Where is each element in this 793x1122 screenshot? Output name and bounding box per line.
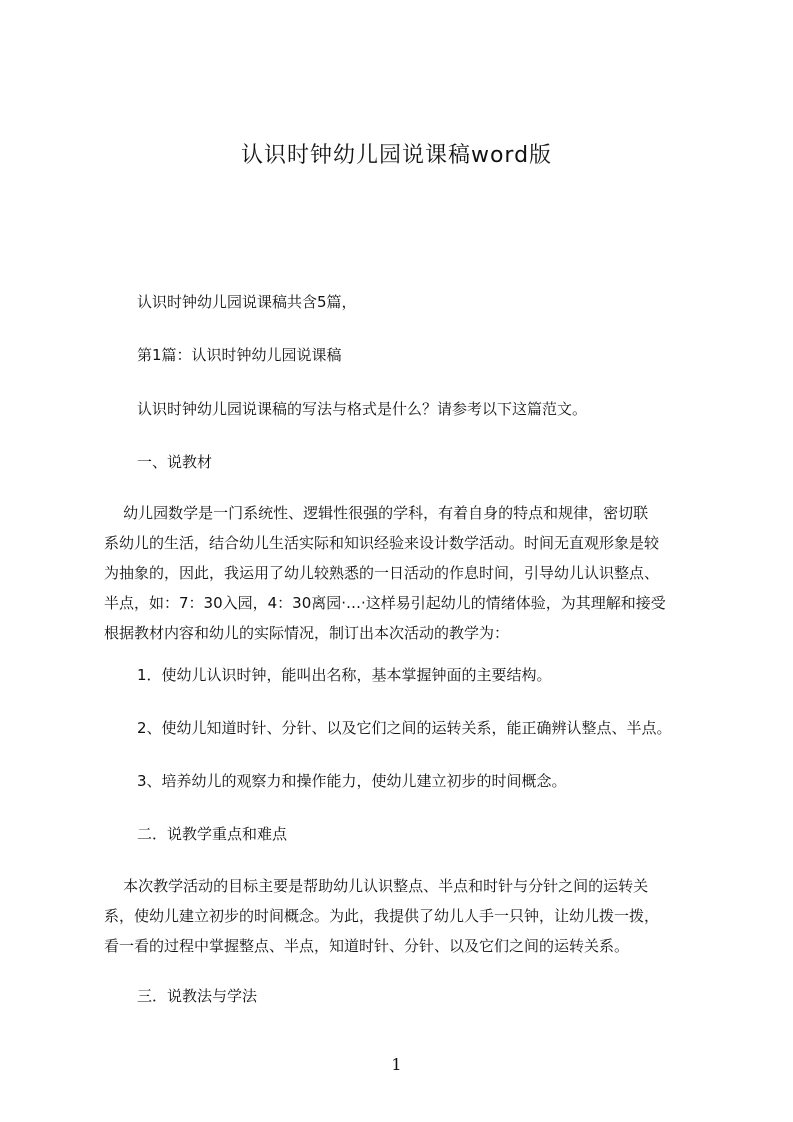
goal-item-3: 3、培养幼儿的观察力和操作能力，使幼儿建立初步的时间概念。 <box>137 772 567 790</box>
paragraph-line: 看一看的过程中掌握整点、半点，知道时针、分针、以及它们之间的运转关系。 <box>104 937 630 955</box>
paragraph-line: 系幼儿的生活，结合幼儿生活实际和知识经验来设计数学活动。时间无直观形象是较 <box>104 534 660 552</box>
intro-line: 认识时钟幼儿园说课稿共含5篇， <box>137 293 357 311</box>
section-key-points-paragraph <box>104 871 704 961</box>
paragraph-line: 幼儿园数学是一门系统性、逻辑性很强的学科，有着自身的特点和规律，密切联 <box>104 504 649 522</box>
section-heading-key-points: 二．说教学重点和难点 <box>137 825 288 843</box>
section-textbook-paragraph <box>104 498 704 648</box>
goal-item-1: 1．使幼儿认识时钟，能叫出名称，基本掌握钟面的主要结构。 <box>137 666 552 684</box>
paragraph-line: 半点，如：7：30入园，4：30离园·…·这样易引起幼儿的情绪体验，为其理解和接受 <box>104 594 666 612</box>
section-heading-methods: 三．说教法与学法 <box>137 987 258 1005</box>
paragraph-line: 为抽象的，因此，我运用了幼儿较熟悉的一日活动的作息时间，引导幼儿认识整点、 <box>104 564 660 582</box>
section-heading-textbook: 一、说教材 <box>137 453 213 471</box>
paragraph-line: 根据教材内容和幼儿的实际情况，制订出本次活动的教学为： <box>104 624 510 642</box>
document-title: 认识时钟幼儿园说课稿word版 <box>240 143 553 168</box>
question-line: 认识时钟幼儿园说课稿的写法与格式是什么？请参考以下这篇范文。 <box>137 400 588 418</box>
paragraph-line: 本次教学活动的目标主要是帮助幼儿认识整点、半点和时针与分针之间的运转关 <box>104 877 649 895</box>
page-number: 1 <box>391 1055 402 1074</box>
part-heading: 第1篇：认识时钟幼儿园说课稿 <box>137 346 342 364</box>
goal-item-2: 2、使幼儿知道时针、分针、以及它们之间的运转关系，能正确辨认整点、半点。 <box>137 719 672 737</box>
paragraph-line: 系，使幼儿建立初步的时间概念。为此，我提供了幼儿人手一只钟，让幼儿拨一拨， <box>104 907 660 925</box>
